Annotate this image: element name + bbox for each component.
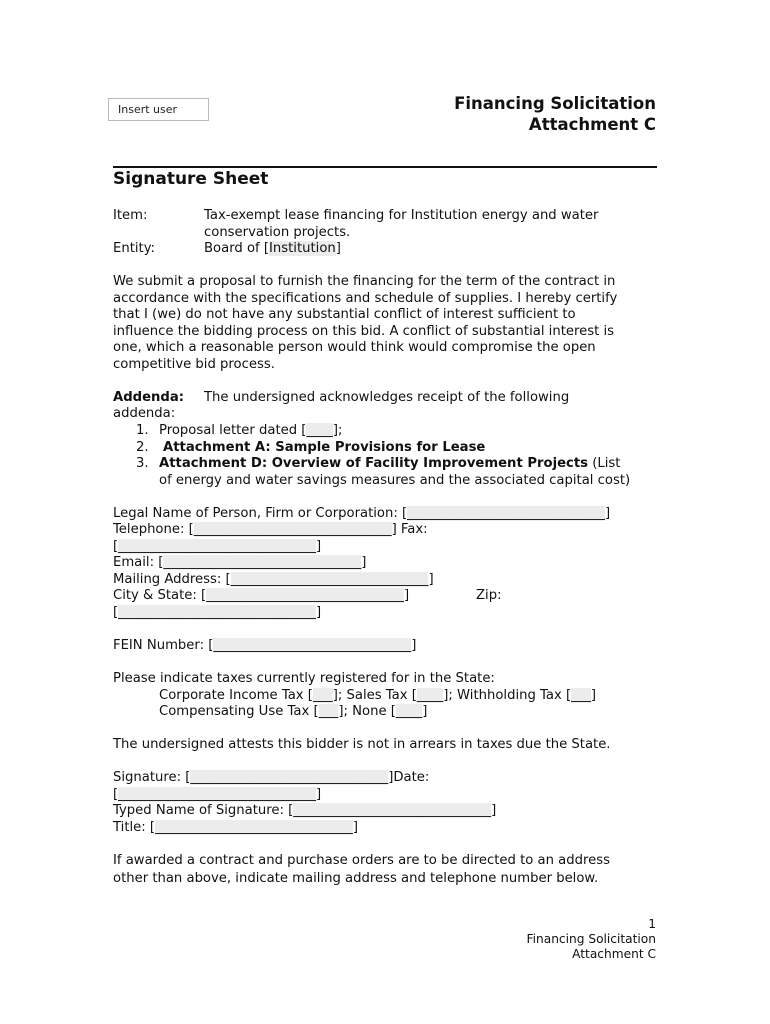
footer-line1: Financing Solicitation bbox=[526, 932, 656, 946]
fax-field[interactable]: ______________________________ bbox=[118, 539, 316, 554]
addenda-item-2: Attachment A: Sample Provisions for Lease bbox=[163, 440, 486, 455]
item-value-line1: Tax-exempt lease financing for Institution energy and water bbox=[204, 208, 599, 223]
title-field[interactable]: ______________________________ bbox=[155, 820, 353, 835]
signature-row: Signature: [______________________________]Date: bbox=[113, 770, 430, 785]
telephone-row: Telephone: [______________________________] Fax: bbox=[113, 522, 428, 537]
intro-line: one, which a reasonable person would think would compromise the open bbox=[113, 340, 596, 355]
awarded-line: other than above, indicate mailing address and telephone number below. bbox=[113, 871, 599, 886]
date-field[interactable]: ______________________________ bbox=[118, 787, 316, 802]
attest-text: The undersigned attests this bidder is not in arrears in taxes due the State. bbox=[113, 737, 611, 752]
taxes-row-1: Corporate Income Tax [___]; Sales Tax [____]; Withholding Tax [___] bbox=[159, 688, 597, 703]
addenda-item-num: 1. bbox=[136, 423, 149, 438]
header-title-line2: Attachment C bbox=[528, 115, 656, 134]
typed-name-row: Typed Name of Signature: [______________________________] bbox=[113, 803, 497, 818]
proposal-date-field[interactable]: ____ bbox=[306, 423, 333, 438]
page-number: 1 bbox=[648, 917, 656, 931]
header-title-line1: Financing Solicitation bbox=[454, 94, 656, 113]
title-row: Title: [______________________________] bbox=[113, 820, 359, 835]
institution-field[interactable]: Institution bbox=[269, 241, 336, 256]
addenda-item-3: Attachment D: Overview of Facility Improvement Projects (List bbox=[159, 456, 621, 471]
legal-name-field[interactable]: ______________________________ bbox=[407, 506, 605, 521]
email-field[interactable]: ______________________________ bbox=[163, 555, 362, 570]
awarded-line: If awarded a contract and purchase orders are to be directed to an address bbox=[113, 853, 610, 868]
intro-line: that I (we) do not have any substantial conflict of interest sufficient to bbox=[113, 307, 576, 322]
footer-line2: Attachment C bbox=[572, 947, 656, 961]
addenda-item-num: 3. bbox=[136, 456, 149, 471]
intro-line: competitive bid process. bbox=[113, 357, 275, 372]
entity-prefix: Board of [ bbox=[204, 241, 269, 256]
addenda-item-3-cont: of energy and water savings measures and the associated capital cost) bbox=[159, 473, 631, 488]
fein-field[interactable]: ______________________________ bbox=[213, 638, 412, 653]
withholding-tax-field[interactable]: ___ bbox=[571, 688, 591, 703]
corporate-income-tax-field[interactable]: ___ bbox=[312, 688, 333, 703]
entity-value bbox=[204, 241, 341, 258]
intro-line: accordance with the specifications and schedule of supplies. I hereby certify bbox=[113, 291, 618, 306]
city-state-field[interactable]: ______________________________ bbox=[206, 588, 405, 603]
entity-suffix: ] bbox=[335, 241, 341, 256]
intro-line: influence the bidding process on this bid. A conflict of substantial interest is bbox=[113, 324, 614, 339]
entity-label: Entity: bbox=[113, 241, 155, 256]
addenda-item-1: Proposal letter dated [____]; bbox=[159, 423, 343, 438]
zip-row: [______________________________] bbox=[113, 605, 322, 620]
telephone-field[interactable]: ______________________________ bbox=[193, 522, 392, 537]
email-row: Email: [______________________________] bbox=[113, 555, 367, 570]
header-rule bbox=[113, 166, 657, 168]
mailing-address-row: Mailing Address: [______________________________] bbox=[113, 572, 434, 587]
signature-field[interactable]: ______________________________ bbox=[190, 770, 389, 785]
page-title: Signature Sheet bbox=[113, 169, 269, 189]
intro-line: We submit a proposal to furnish the financing for the term of the contract in bbox=[113, 274, 616, 289]
item-label: Item: bbox=[113, 208, 148, 223]
city-state-row: City & State: [______________________________] bbox=[113, 588, 410, 603]
zip-label: Zip: bbox=[476, 588, 502, 603]
mailing-address-field[interactable]: ______________________________ bbox=[230, 572, 429, 587]
sales-tax-field[interactable]: ____ bbox=[416, 688, 444, 703]
addenda-text-cont: addenda: bbox=[113, 406, 176, 421]
item-value-line2: conservation projects. bbox=[204, 225, 351, 240]
addenda-item-num: 2. bbox=[136, 440, 149, 455]
item-row bbox=[113, 208, 147, 225]
fax-row: [______________________________] bbox=[113, 539, 322, 554]
typed-name-field[interactable]: ______________________________ bbox=[293, 803, 492, 818]
insert-user-field[interactable]: Insert user bbox=[108, 98, 209, 121]
date-row: [______________________________] bbox=[113, 787, 322, 802]
taxes-intro: Please indicate taxes currently registered for in the State: bbox=[113, 671, 495, 686]
none-tax-field[interactable]: ____ bbox=[395, 704, 423, 719]
addenda-text: The undersigned acknowledges receipt of the following bbox=[204, 390, 570, 405]
compensating-use-tax-field[interactable]: ___ bbox=[318, 704, 339, 719]
taxes-row-2: Compensating Use Tax [___]; None [____] bbox=[159, 704, 428, 719]
legal-name-row: Legal Name of Person, Firm or Corporation: [______________________________] bbox=[113, 506, 611, 521]
fein-row: FEIN Number: [______________________________] bbox=[113, 638, 417, 653]
addenda-label: Addenda: bbox=[113, 390, 185, 405]
zip-field[interactable]: ______________________________ bbox=[118, 605, 316, 620]
